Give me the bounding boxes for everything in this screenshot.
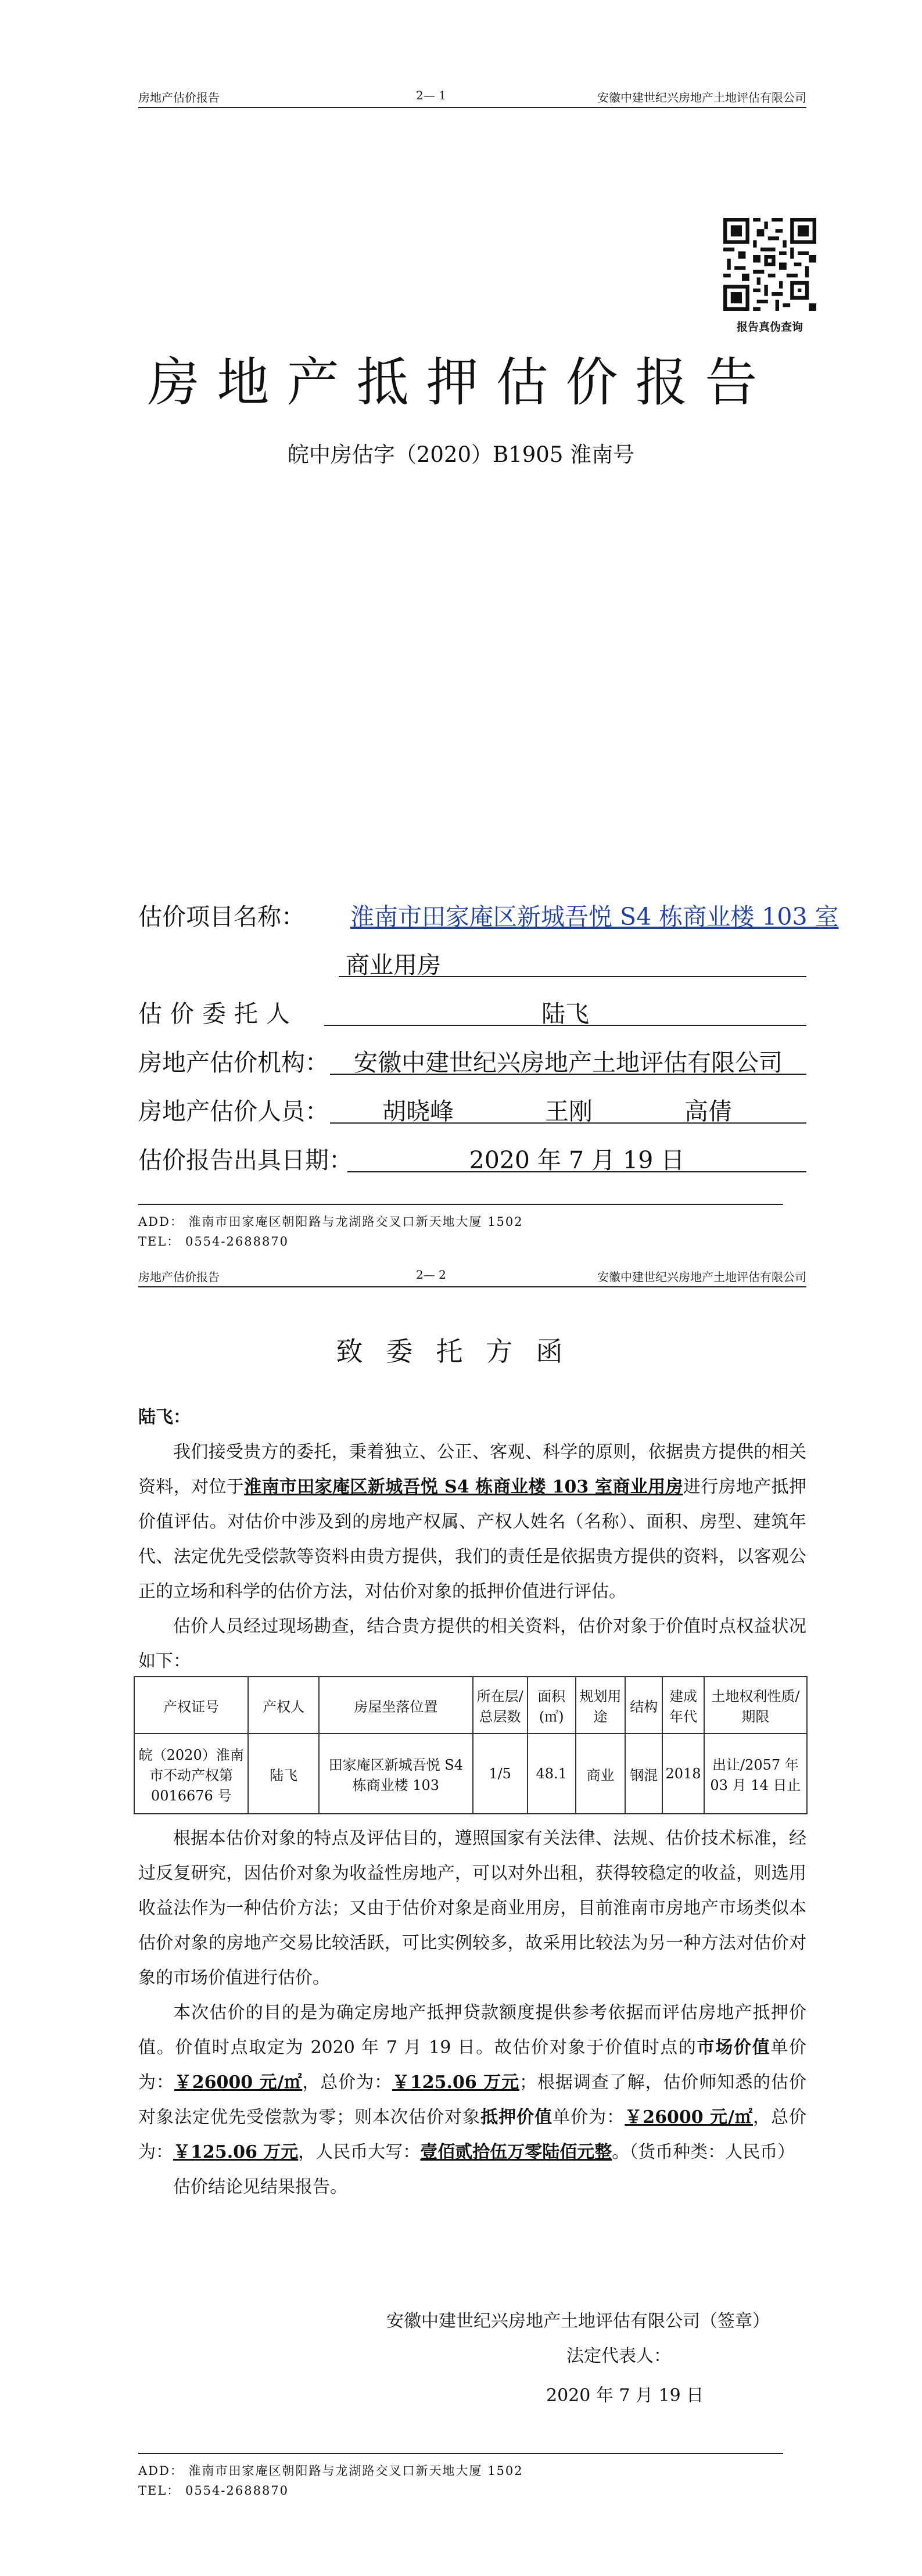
appraiser-name: 胡晓峰 <box>382 1097 454 1125</box>
footer-address: ADD： 淮南市田家庵区朝阳路与龙湖路交叉口新天地大厦 1502 <box>138 2464 523 2478</box>
mortgage-unit-price: ￥26000 元/㎡ <box>625 2107 753 2127</box>
letter-paragraph-4: 本次估价的目的是为确定房地产抵押贷款额度提供参考依据而评估房地产抵押价值。价值时点取定为 2020 年 7 月 19 日。故估价对象于价值时点的市场价值单价为：￥26000 元/㎡，总价为：￥125.06 万元；根据调查了解，估价师知悉的估价对象法定优先受偿款为零；则本次估价对象抵押价值单价为：￥26000 元/㎡，总价为：￥125.06 万元，人民币大写：壹佰贰拾伍万零陆佰元整。（货币种类：人民币） <box>138 2003 807 2162</box>
page1-header <box>138 86 806 108</box>
header-company: 安徽中建世纪兴房地产土地评估有限公司 <box>597 1270 806 1284</box>
issue-date-value: 2020 年 7 月 19 日 <box>347 1141 806 1172</box>
appraiser-name: 高倩 <box>684 1097 732 1125</box>
letter-paragraph-1: 我们接受贵方的委托，秉着独立、公正、客观、科学的原则，依据贵方提供的相关资料，对位于淮南市田家庵区新城吾悦 S4 栋商业楼 103 室商业用房进行房地产抵押价值评估。对估价中涉及到的房地产权属、产权人姓名（名称）、面积、房型、建筑年代、法定优先受偿款等资料由贵方提供，我们的责任是依据贵方提供的资料，以客观公正的立场和科学的估价方法，对估价对象的抵押价值进行评估。 <box>138 1442 807 1602</box>
footer-divider <box>138 2453 783 2454</box>
agency-label: 房地产估价机构： <box>138 1049 329 1077</box>
letter-title: 致委托方函 <box>336 1336 586 1367</box>
appraiser-name: 王刚 <box>545 1097 593 1125</box>
signature-date: 2020 年 7 月 19 日 <box>546 2385 704 2406</box>
table-header: 土地权利性质/期限 <box>704 1677 807 1734</box>
page2-header <box>138 1265 806 1287</box>
property-rights-table <box>134 1676 808 1814</box>
table-header: 规划用途 <box>576 1677 625 1734</box>
qr-caption: 报告真伪查询 <box>736 321 803 333</box>
appraisers-label: 房地产估价人员： <box>138 1097 329 1125</box>
header-report-type: 房地产估价报告 <box>138 1270 220 1284</box>
report-title: 房地产抵押估价报告 <box>147 352 775 413</box>
footer-divider <box>138 1204 783 1205</box>
table-header: 产权人 <box>248 1677 319 1734</box>
client-value: 陆飞 <box>324 995 806 1026</box>
mortgage-total-price: ￥125.06 万元 <box>173 2142 299 2162</box>
appraisers-value <box>330 1092 806 1124</box>
project-name-label: 估价项目名称： <box>138 903 305 931</box>
header-report-type: 房地产估价报告 <box>138 91 220 105</box>
table-cell: 出让/2057 年 03 月 14 日止 <box>704 1734 807 1814</box>
footer-phone: TEL： 0554-2688870 <box>138 1235 289 1248</box>
table-cell: 1/5 <box>473 1734 528 1814</box>
table-cell: 商业 <box>576 1734 625 1814</box>
market-total-price: ￥125.06 万元 <box>392 2072 519 2093</box>
page2-footer <box>138 2461 523 2500</box>
verification-qr-code[interactable] <box>723 218 816 311</box>
legal-representative-label: 法定代表人： <box>566 2346 671 2366</box>
table-header: 产权证号 <box>134 1677 248 1734</box>
footer-address: ADD： 淮南市田家庵区朝阳路与龙湖路交叉口新天地大厦 1502 <box>138 1215 523 1229</box>
letter-paragraph-3: 根据本估价对象的特点及评估目的，遵照国家有关法律、法规、估价技术标准，经过反复研究，因估价对象为收益性房地产，可以对外出租，获得较稳定的收益，则选用收益法作为一种估价方法；又由于估价对象是商业用房，目前淮南市房地产市场类似本估价对象的房地产交易比较活跃，可比实例较多，故采用比较法为另一种方法对估价对象的市场价值进行估价。 <box>138 1828 806 1988</box>
letter-body-top <box>138 1400 806 1679</box>
client-label: 估价委托人 <box>138 1000 298 1028</box>
table-header: 建成年代 <box>662 1677 704 1734</box>
market-unit-price: ￥26000 元/㎡ <box>174 2072 303 2093</box>
page1-footer <box>138 1212 523 1251</box>
table-header: 面积(㎡) <box>528 1677 576 1734</box>
agency-value: 安徽中建世纪兴房地产土地评估有限公司 <box>330 1043 806 1075</box>
letter-paragraph-2: 估价人员经过现场勘查，结合贵方提供的相关资料，估价对象于价值时点权益状况如下： <box>138 1616 806 1671</box>
header-page-number: 2— 2 <box>416 1268 446 1282</box>
header-company: 安徽中建世纪兴房地产土地评估有限公司 <box>597 91 806 105</box>
letter-body-bottom <box>138 1821 806 2205</box>
property-address: 淮南市田家庵区新城吾悦 S4 栋商业楼 103 室商业用房 <box>244 1477 683 1497</box>
letter-salutation: 陆飞： <box>138 1407 191 1427</box>
table-header: 所在层/总层数 <box>473 1677 528 1734</box>
signature-company: 安徽中建世纪兴房地产土地评估有限公司（签章） <box>386 2311 770 2331</box>
issue-date-label: 估价报告出具日期： <box>138 1146 353 1174</box>
letter-paragraph-5: 估价结论见结果报告。 <box>173 2177 347 2197</box>
table-cell: 田家庵区新城吾悦 S4 栋商业楼 103 <box>319 1734 473 1814</box>
project-name-value-2: 商业用房 <box>339 946 806 977</box>
table-header: 房屋坐落位置 <box>319 1677 473 1734</box>
table-header: 结构 <box>625 1677 662 1734</box>
table-cell: 2018 <box>662 1734 704 1814</box>
table-header-row <box>134 1677 807 1734</box>
header-page-number: 2— 1 <box>416 88 446 102</box>
table-cell: 皖（2020）淮南市不动产权第 0016676 号 <box>134 1734 248 1814</box>
report-number: 皖中房估字（2020）B1905 淮南号 <box>287 442 635 467</box>
table-cell: 钢混 <box>625 1734 662 1814</box>
amount-in-words: 壹佰贰拾伍万零陆佰元整 <box>420 2142 612 2162</box>
table-cell: 48.1 <box>528 1734 576 1814</box>
table-row <box>134 1734 807 1814</box>
table-cell: 陆飞 <box>248 1734 319 1814</box>
footer-phone: TEL： 0554-2688870 <box>138 2484 289 2498</box>
